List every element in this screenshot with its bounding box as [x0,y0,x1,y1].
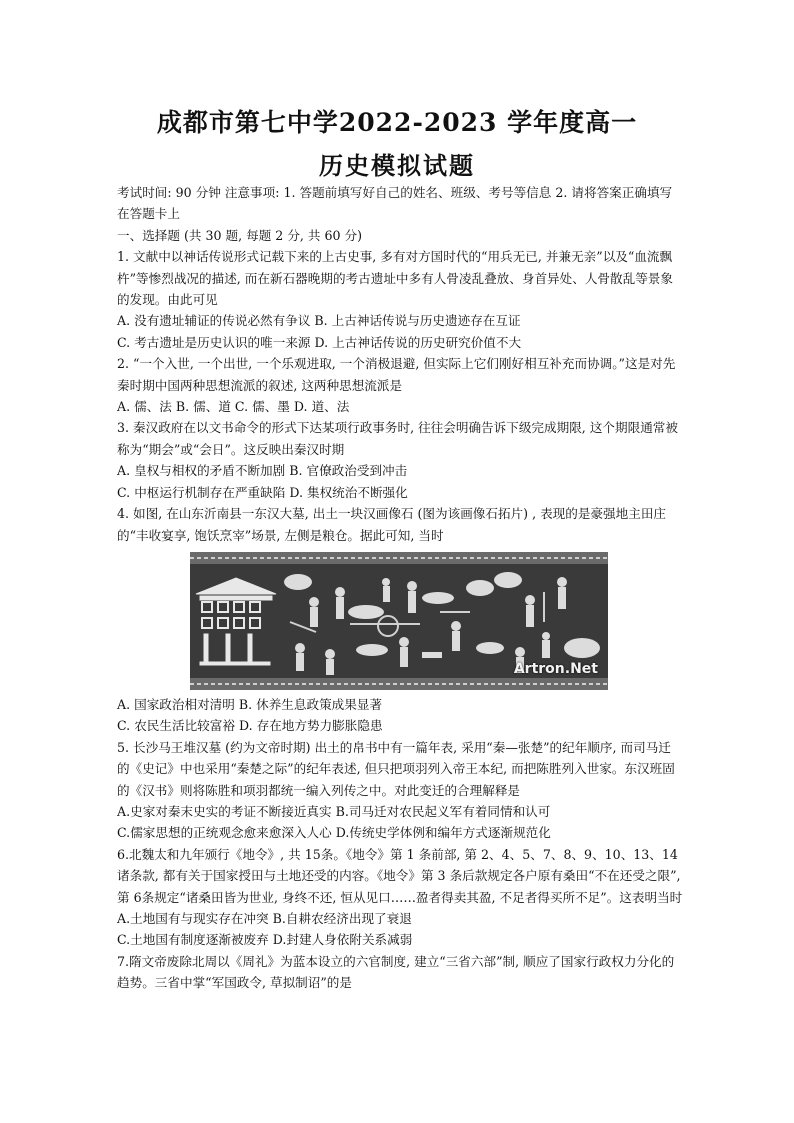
q5-stem: 5. 长沙马王堆汉墓 (约为文帝时期) 出土的帛书中有一篇年表, 采用“秦—张楚”的纪年顺序, 而司马迁的《史记》中也采用“秦楚之际”的纪年表述, 但只把项羽列入帝王本纪, 而把陈胜列入世家。东汉班固的《汉书》则将陈胜和项羽都统一编入列传之中。对此变迁的合理解释是 [117,739,675,798]
watermark-text: Artron.Net [513,660,598,677]
q2-stem: 2. “一个入世, 一个出世, 一个乐观进取, 一个消极退避, 但实际上它们刚好相互补充而协调。”这是对先秦时期中国两种思想流派的叙述, 这两种思想流派是 [117,356,676,393]
section-heading: 一、选择题 (共 30 题, 每题 2 分, 共 60 分) [117,227,363,243]
q4-options-cd: C. 农民生活比较富裕 D. 存在地方势力膨胀隐患 [117,718,383,734]
q5-options-ab: A.史家对秦末史实的考证不断接近真实 B.司马迁对农民起义军有着同情和认可 [117,803,551,819]
q6-stem: 6.北魏太和九年颁行《地令》, 共 15条。《地令》第 1 条前部, 第 2、4、5、7、8、9、10、13、14 诸条款, 都有关于国家授田与土地还受的内容。《地令》第 3 条后款规定各户原有桑田“不在还受之限”, 第 6条规定“诸桑田皆为世业, 身终不还, 恒从见口……盈者得卖其盈, 不足者得买所不足”。这表明当时 [117,846,683,905]
q6-options-cd: C.土地国有制度逐渐被废弃 D.封建人身依附关系减弱 [117,932,413,948]
q4-options-ab: A. 国家政治相对清明 B. 休养生息政策成果显著 [117,696,383,712]
q6-options-ab: A.土地国有与现实存在冲突 B.自耕农经济出现了衰退 [117,910,412,926]
q3-options-ab: A. 皇权与相权的矛盾不断加剧 B. 官僚政治受到冲击 [117,463,408,479]
exam-subtitle: 历史模拟试题 [319,151,475,180]
exam-title: 成都市第七中学2022-2023 学年度高一 [156,108,638,137]
q3-options-cd: C. 中枢运行机制存在严重缺陷 D. 集权统治不断强化 [117,484,408,500]
q2-options: A. 儒、法 B. 儒、道 C. 儒、墨 D. 道、法 [117,399,350,415]
q5-options-cd: C.儒家思想的正统观念愈来愈深入人心 D.传统史学体例和编年方式逐渐规范化 [117,825,551,841]
q1-stem: 1. 文献中以神话传说形式记载下来的上古史事, 多有对方国时代的“用兵无已, 并兼无亲”以及“血流飘杵”等惨烈战况的描述, 而在新石器晚期的考古遗址中多有人骨凌乱叠放、身首异处、人骨散乱等景象的发现。由此可见 [117,249,673,308]
exam-instructions: 考试时间: 90 分钟 注意事项: 1. 答题前填写好自己的姓名、班级、考号等信息 2. 请将答案正确填写在答题卡上 [117,185,673,222]
q3-stem: 3. 秦汉政府在以文书命令的形式下达某项行政事务时, 往往会明确告诉下级完成期限, 这个期限通常被称为“期会”或“会日”。这反映出秦汉时期 [117,420,678,457]
exam-body [117,182,683,994]
q4-stem: 4. 如图, 在山东沂南县一东汉大墓, 出土一块汉画像石 (图为该画像石拓片) , 表现的是豪强地主田庄的“丰收宴享, 饱饫烹宰”场景, 左侧是粮仓。据此可知, 当时 [117,506,667,543]
q1-options-ab: A. 没有遗址辅证的传说必然有争议 B. 上古神话传说与历史遗迹存在互证 [117,313,521,329]
q1-options-cd: C. 考古遗址是历史认识的唯一来源 D. 上古神话传说的历史研究价值不大 [117,334,522,350]
han-stone-relief-image [190,552,608,690]
q7-stem: 7.隋文帝废除北周以《周礼》为蓝本设立的六官制度, 建立“三省六部”制, 顺应了国家行政权力分化的趋势。三省中掌“军国政令, 草拟制诏”的是 [117,953,675,991]
